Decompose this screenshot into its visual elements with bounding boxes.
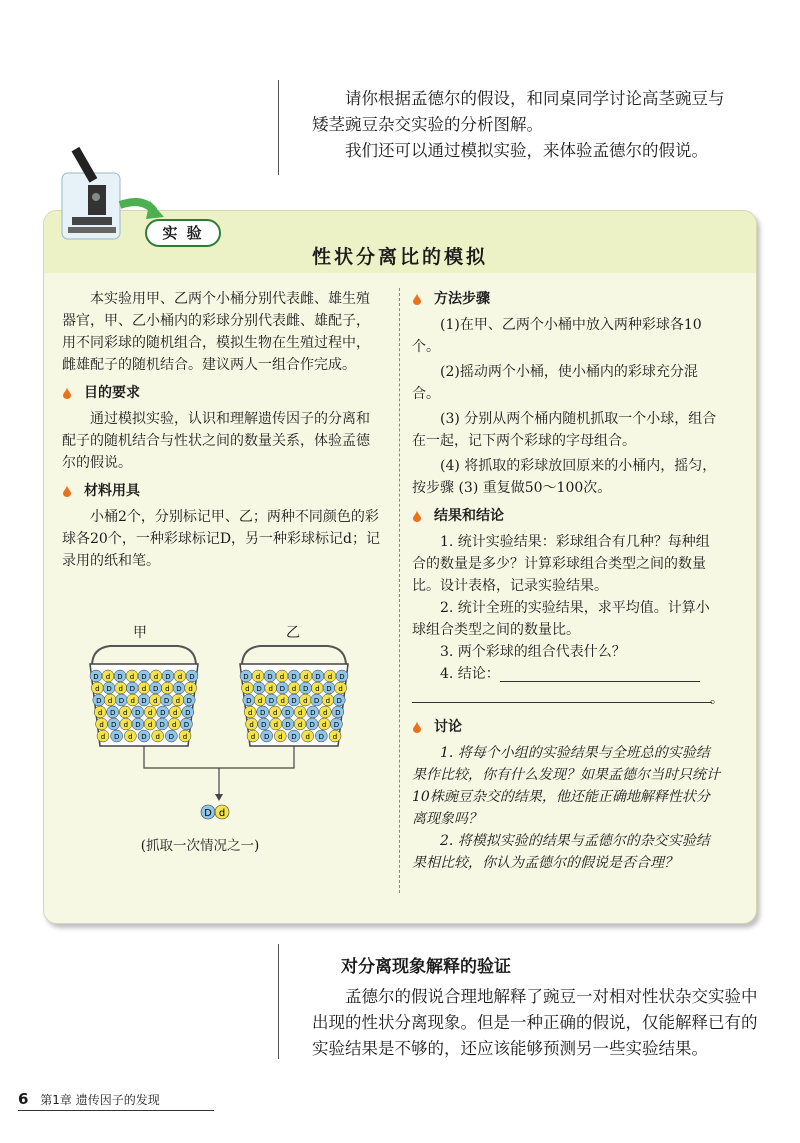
ball-letter: d — [165, 685, 170, 693]
ball-letter: d — [315, 685, 320, 693]
page-footer — [18, 1090, 160, 1108]
ball-letter: D — [310, 709, 316, 717]
ball-letter: d — [123, 709, 128, 717]
drop-bullet-icon — [412, 293, 422, 305]
ball-letter: d — [130, 697, 135, 705]
drop-bullet-icon — [412, 510, 422, 522]
ball-letter: d — [107, 697, 113, 705]
ball-letter: D — [291, 673, 297, 681]
ball-letter: d — [325, 697, 331, 705]
ball-letter: D — [135, 709, 141, 717]
ball-letter: d — [148, 709, 153, 717]
discussion-section — [412, 716, 722, 874]
method-step-1: (1)在甲、乙两个小桶中放入两种彩球各10个。 — [412, 317, 702, 355]
ball-letter: d — [303, 697, 308, 705]
ball-letter: D — [315, 673, 321, 681]
ball-letter: d — [255, 673, 261, 681]
ball-letter: D — [318, 733, 325, 741]
ball-letter: D — [326, 685, 332, 693]
page-number: 6 — [18, 1090, 29, 1108]
conclusion-label: 4. 结论： — [440, 666, 500, 682]
ball-letter: d — [118, 685, 123, 693]
section-text: 孟德尔的假说合理地解释了豌豆一对相对性状杂交实验中出现的性状分离现象。但是一种正确的假说，仅能解释已有的实验结果是不够的，还应该能够预测另一些实验结果。 — [312, 987, 758, 1058]
ball-letter: d — [303, 673, 309, 681]
ball-letter: D — [261, 721, 267, 729]
ball-letter: D — [159, 721, 165, 729]
ball-letter: d — [278, 733, 283, 741]
ball-letter: d — [250, 733, 256, 741]
ball-letter: d — [247, 709, 253, 717]
ball-letter: d — [188, 685, 193, 693]
method-step-2: (2)摇动两个小桶，使小桶内的彩球充分混合。 — [412, 364, 698, 402]
ball-letter: D — [117, 673, 123, 681]
section-title: 对分离现象解释的验证 — [341, 957, 511, 977]
ball-letter: D — [336, 697, 342, 705]
ball-letter: d — [322, 721, 327, 729]
ball-letter: D — [313, 697, 320, 705]
ball-letter: d — [153, 697, 158, 705]
purpose-text: 通过模拟实验，认识和理解遗传因子的分离和配子的随机结合与性状之间的数量关系，体验孟德尔的假说。 — [62, 411, 370, 471]
ball-letter: d — [280, 697, 285, 705]
ball-letter: D — [291, 733, 297, 741]
drop-bullet-icon — [62, 387, 72, 399]
ball-letter: D — [141, 697, 147, 705]
results-item-1: 1. 统计实验结果：彩球组合有几种？每种组合的数量是多少？计算彩球组合类型之间的数量比。设计表格，记录实验结果。 — [412, 534, 710, 594]
ball-letter: d — [298, 709, 303, 717]
discussion-heading-text: 讨论 — [434, 719, 462, 735]
intro-line-2: 矮茎豌豆杂交实验的分析图解。 — [312, 115, 543, 134]
footer-rule — [18, 1110, 214, 1111]
result-ball-d-lower-label: d — [218, 808, 226, 819]
ball-letter: D — [152, 685, 159, 693]
ball-letter: D — [268, 697, 275, 705]
materials-heading-text: 材料用具 — [84, 483, 140, 499]
ball-letter: D — [279, 685, 286, 693]
ball-letter: D — [96, 697, 102, 705]
ball-letter: d — [332, 733, 338, 741]
ball-letter: D — [185, 709, 191, 717]
ball-letter: D — [256, 685, 262, 693]
ball-letter: d — [97, 709, 103, 717]
left-margin-rule-bottom — [278, 944, 279, 1059]
ball-letter: d — [279, 673, 285, 681]
ball-letter: D — [339, 673, 345, 681]
ball-letter: d — [153, 673, 159, 681]
experiment-title: 性状分离比的模拟 — [311, 246, 488, 268]
ball-letter: D — [111, 721, 117, 729]
ball-letter: d — [129, 673, 135, 681]
section-paragraph — [312, 984, 762, 1062]
ball-letter: D — [118, 697, 125, 705]
left-column — [62, 288, 380, 572]
bucket-jia — [90, 646, 198, 746]
ball-letter: d — [155, 733, 160, 741]
conclusion-end-mark: 。 — [710, 691, 724, 707]
results-item-3: 3. 两个彩球的组合代表什么？ — [440, 644, 626, 660]
ball-letter: D — [285, 721, 291, 729]
ball-letter: d — [141, 685, 147, 693]
ball-letter: D — [243, 673, 249, 681]
ball-letter: d — [177, 673, 183, 681]
ball-letter: D — [113, 733, 120, 741]
ball-letter: D — [189, 673, 195, 681]
chapter-title: 第1章 遗传因子的发现 — [40, 1093, 160, 1107]
materials-heading — [62, 480, 380, 502]
experiment-label: 实 验 — [145, 219, 221, 247]
discussion-heading — [412, 716, 722, 738]
ball-letter: d — [245, 685, 250, 693]
ball-letter: d — [327, 673, 333, 681]
results-heading-text: 结果和结论 — [434, 508, 504, 524]
ball-letter: d — [182, 733, 188, 741]
discussion-item-2: 2. 将模拟实验的结果与孟德尔的杂交实验结果相比较，你认为孟德尔的假说是否合理？ — [412, 833, 710, 871]
ball-letter: d — [249, 721, 254, 729]
drop-bullet-icon — [412, 721, 422, 733]
right-column — [412, 288, 722, 685]
result-balls — [200, 802, 240, 822]
ball-letter: d — [95, 685, 100, 693]
column-divider — [399, 288, 400, 893]
drop-bullet-icon — [62, 485, 72, 497]
ball-letter: d — [100, 733, 106, 741]
ball-letter: D — [168, 733, 175, 741]
ball-letter: D — [267, 673, 273, 681]
intro-paragraph — [312, 86, 762, 164]
purpose-heading-text: 目的要求 — [84, 385, 140, 401]
ball-letter: D — [183, 721, 190, 729]
ball-letter: D — [186, 697, 192, 705]
purpose-heading — [62, 382, 380, 404]
ball-letter: d — [128, 733, 133, 741]
ball-letter: D — [141, 673, 147, 681]
ball-letter: d — [257, 697, 263, 705]
ball-letter: d — [297, 721, 303, 729]
ball-letter: d — [305, 733, 310, 741]
intro-line-3: 我们还可以通过模拟实验，来体验孟德尔的假说。 — [345, 141, 708, 160]
ball-letter: d — [172, 721, 177, 729]
ball-letter: d — [323, 709, 328, 717]
results-item-4 — [412, 663, 722, 685]
discussion-item-1: 1. 将每个小组的实验结果与全班总的实验结果作比较，你有什么发现？如果孟德尔当时只统计10株豌豆杂交的结果，他还能正确地解释性状分离现象吗？ — [412, 745, 720, 827]
method-step-3: (3) 分别从两个桶内随机抓取一个小球，组合在一起，记下两个彩球的字母组合。 — [412, 411, 717, 449]
ball-letter: D — [163, 697, 170, 705]
ball-letter: D — [263, 733, 270, 741]
method-step-4: (4) 将抓取的彩球放回原来的小桶内，摇匀，按步骤 (3) 重复做50～100次。 — [412, 458, 717, 496]
ball-letter: d — [291, 685, 297, 693]
ball-letter: D — [285, 709, 291, 717]
ball-letter: d — [99, 721, 104, 729]
ball-letter: D — [246, 697, 252, 705]
bucket-yi — [240, 646, 348, 746]
ball-letter: d — [123, 721, 129, 729]
ball-letter: D — [110, 709, 116, 717]
figure-caption: (抓取一次情况之一) — [140, 838, 260, 854]
ball-letter: D — [260, 709, 266, 717]
ball-letter: D — [309, 721, 315, 729]
ball-letter: d — [273, 721, 279, 729]
ball-letter: D — [160, 709, 166, 717]
ball-letter: d — [338, 685, 343, 693]
result-ball-d-upper-label: D — [204, 808, 212, 819]
ball-letter: D — [333, 721, 340, 729]
results-item-2: 2. 统计全班的实验结果，求平均值。计算小球组合类型之间的数量比。 — [412, 600, 710, 638]
bucket-label-yi: 乙 — [286, 625, 300, 641]
intro-line-1: 请你根据孟德尔的假设，和同桌同学讨论高茎豌豆与 — [345, 89, 725, 108]
ball-letter: D — [176, 685, 182, 693]
ball-letter: D — [165, 673, 171, 681]
ball-letter: D — [302, 685, 309, 693]
ball-letter: D — [129, 685, 136, 693]
ball-letter: D — [141, 733, 147, 741]
ball-letter: d — [147, 721, 153, 729]
ball-letter: d — [273, 709, 278, 717]
ball-letter: D — [106, 685, 112, 693]
ball-letter: D — [93, 673, 99, 681]
arrow-head — [215, 794, 223, 801]
experiment-intro-text: 本实验用甲、乙两个小桶分别代表雌、雄生殖器官，甲、乙小桶内的彩球分别代表雌、雄配子，用不同彩球的随机组合，模拟生物在生殖过程中，雌雄配子的随机结合。建议两人一组合作完成。 — [62, 291, 370, 373]
method-heading — [412, 288, 722, 310]
ball-letter: d — [268, 685, 273, 693]
ball-letter: d — [173, 709, 178, 717]
bucket-label-jia: 甲 — [133, 625, 147, 641]
method-heading-text: 方法步骤 — [434, 291, 490, 307]
ball-letter: d — [105, 673, 111, 681]
conclusion-blank-line — [412, 691, 724, 707]
ball-letter: D — [291, 697, 297, 705]
ball-letter: D — [135, 721, 141, 729]
ball-letter: D — [335, 709, 341, 717]
ball-letter: d — [175, 697, 181, 705]
results-heading — [412, 505, 722, 527]
left-margin-rule-top — [278, 80, 279, 175]
conclusion-blank — [500, 667, 700, 682]
materials-text: 小桶2个，分别标记甲、乙；两种不同颜色的彩球各20个，一种彩球标记D，另一种彩球标记d；记录用的纸和笔。 — [62, 509, 380, 569]
